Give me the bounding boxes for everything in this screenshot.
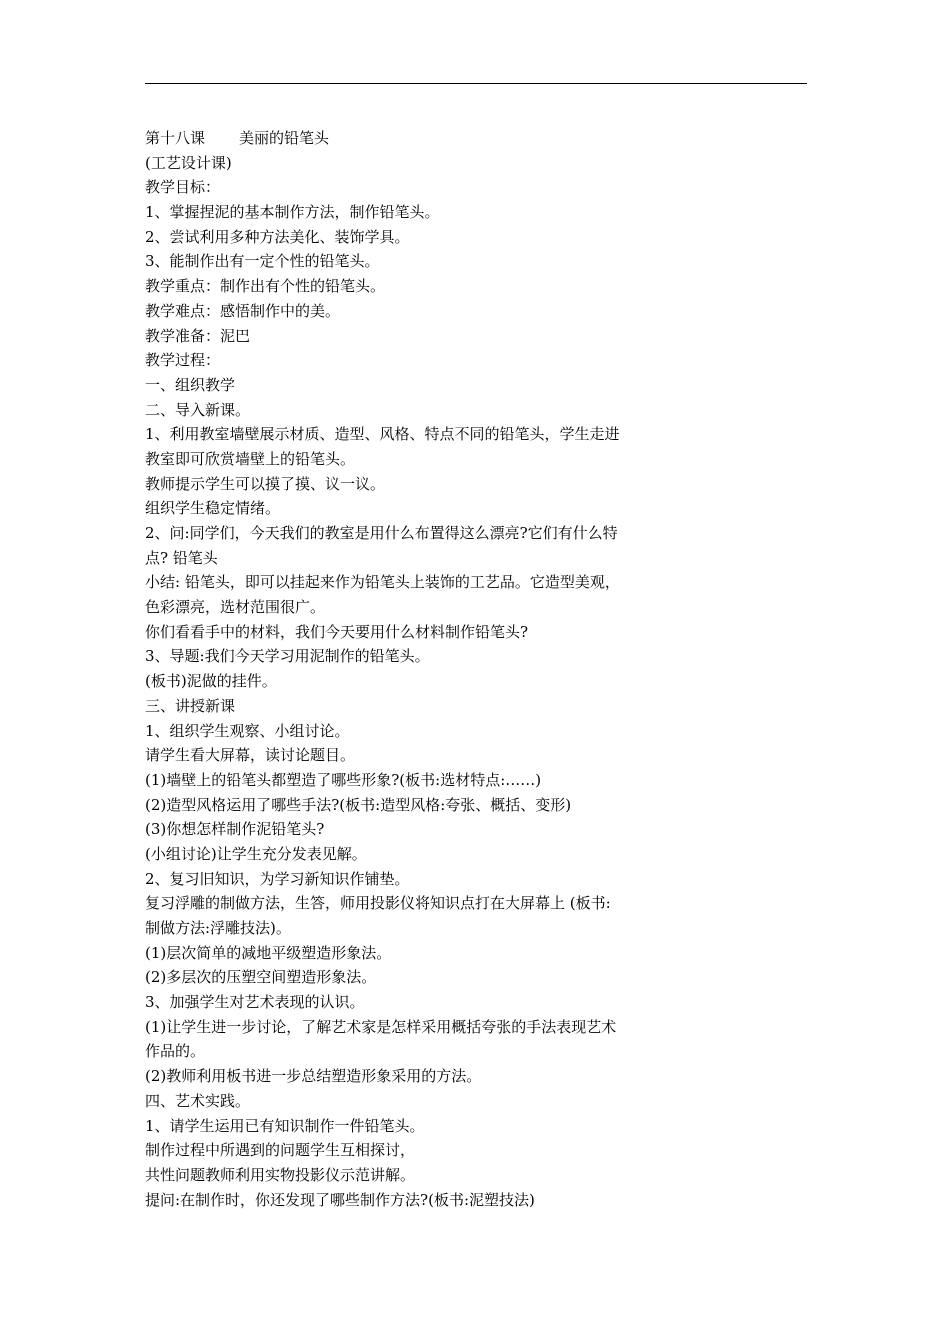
text-line: 2、问:同学们，今天我们的教室是用什么布置得这么漂亮?它们有什么特 — [145, 524, 618, 542]
text-line: 2、尝试利用多种方法美化、装饰学具。 — [145, 227, 410, 246]
text-line: 2、复习旧知识，为学习新知识作铺垫。 — [145, 869, 410, 888]
text-line: 共性问题教师利用实物投影仪示范讲解。 — [145, 1165, 416, 1184]
text-line: (3)你想怎样制作泥铅笔头? — [145, 820, 325, 839]
text-line: 1、请学生运用已有知识制作一件铅笔头。 — [145, 1116, 425, 1135]
text-line: 一、组织教学 — [145, 375, 236, 394]
text-line: 教学准备：泥巴 — [145, 326, 251, 345]
text-line: 3、加强学生对艺术表现的认识。 — [145, 993, 365, 1012]
text-line: 小结: 铅笔头，即可以挂起来作为铅笔头上装饰的工艺品。它造型美观， — [145, 573, 620, 592]
text-line: 请学生看大屏幕，读讨论题目。 — [145, 746, 356, 765]
text-line: 教学过程： — [145, 351, 221, 370]
text-line: (小组讨论)让学生充分发表见解。 — [145, 844, 367, 863]
text-line: (2)教师利用板书进一步总结塑造形象采用的方法。 — [145, 1067, 482, 1086]
text-line: 1、利用教室墙壁展示材质、造型、风格、特点不同的铅笔头，学生走进 — [145, 425, 620, 444]
text-line: 作品的。 — [145, 1042, 206, 1061]
text-line: 色彩漂亮，选材范围很广。 — [145, 598, 326, 617]
lesson-name: 美丽的铅笔头 — [239, 129, 330, 147]
lesson-number: 第十八课 — [145, 129, 206, 147]
text-line: 1、掌握捏泥的基本制作方法，制作铅笔头。 — [145, 203, 440, 222]
text-line: (工艺设计课) — [145, 153, 232, 172]
text-line: 二、导入新课。 — [145, 400, 251, 419]
lesson-title — [145, 126, 705, 151]
text-line: (1)让学生进一步讨论，了解艺术家是怎样采用概括夸张的手法表现艺术 — [145, 1017, 617, 1036]
text-line: 教师提示学生可以摸了摸、议一议。 — [145, 474, 386, 493]
text-line: 教学目标： — [145, 178, 221, 197]
text-line: 3、能制作出有一定个性的铅笔头。 — [145, 252, 380, 271]
document-lines — [145, 151, 705, 1213]
text-line: 三、讲授新课 — [145, 696, 236, 715]
text-line: 你们看看手中的材料，我们今天要用什么材料制作铅笔头? — [145, 622, 529, 641]
text-line: (1)层次简单的减地平级塑造形象法。 — [145, 943, 392, 962]
text-line: 四、艺术实践。 — [145, 1091, 251, 1110]
text-line: (2)多层次的压塑空间塑造形象法。 — [145, 968, 377, 987]
text-line: 制作过程中所遇到的问题学生互相探讨， — [145, 1141, 416, 1160]
text-line: (1)墙壁上的铅笔头都塑造了哪些形象?(板书:选材特点:……) — [145, 770, 542, 789]
text-line: 点? 铅笔头 — [145, 548, 218, 567]
text-line: 制做方法:浮雕技法)。 — [145, 919, 291, 937]
text-line: 组织学生稳定情绪。 — [145, 499, 281, 518]
text-line: (2)造型风格运用了哪些手法?(板书:造型风格:夸张、概括、变形) — [145, 795, 572, 814]
text-line: 教学重点：制作出有个性的铅笔头。 — [145, 277, 386, 296]
document-body — [145, 126, 705, 1212]
header-rule — [145, 83, 807, 84]
text-line: 教室即可欣赏墙壁上的铅笔头。 — [145, 449, 356, 468]
text-line: 1、组织学生观察、小组讨论。 — [145, 721, 350, 740]
text-line: (板书)泥做的挂件。 — [145, 672, 277, 691]
text-line: 教学难点：感悟制作中的美。 — [145, 301, 341, 320]
text-line: 3、导题:我们今天学习用泥制作的铅笔头。 — [145, 647, 430, 666]
text-line: 复习浮雕的制做方法，生答，师用投影仪将知识点打在大屏幕上 (板书: — [145, 894, 611, 913]
text-line: 提问:在制作时，你还发现了哪些制作方法?(板书:泥塑技法) — [145, 1190, 535, 1209]
